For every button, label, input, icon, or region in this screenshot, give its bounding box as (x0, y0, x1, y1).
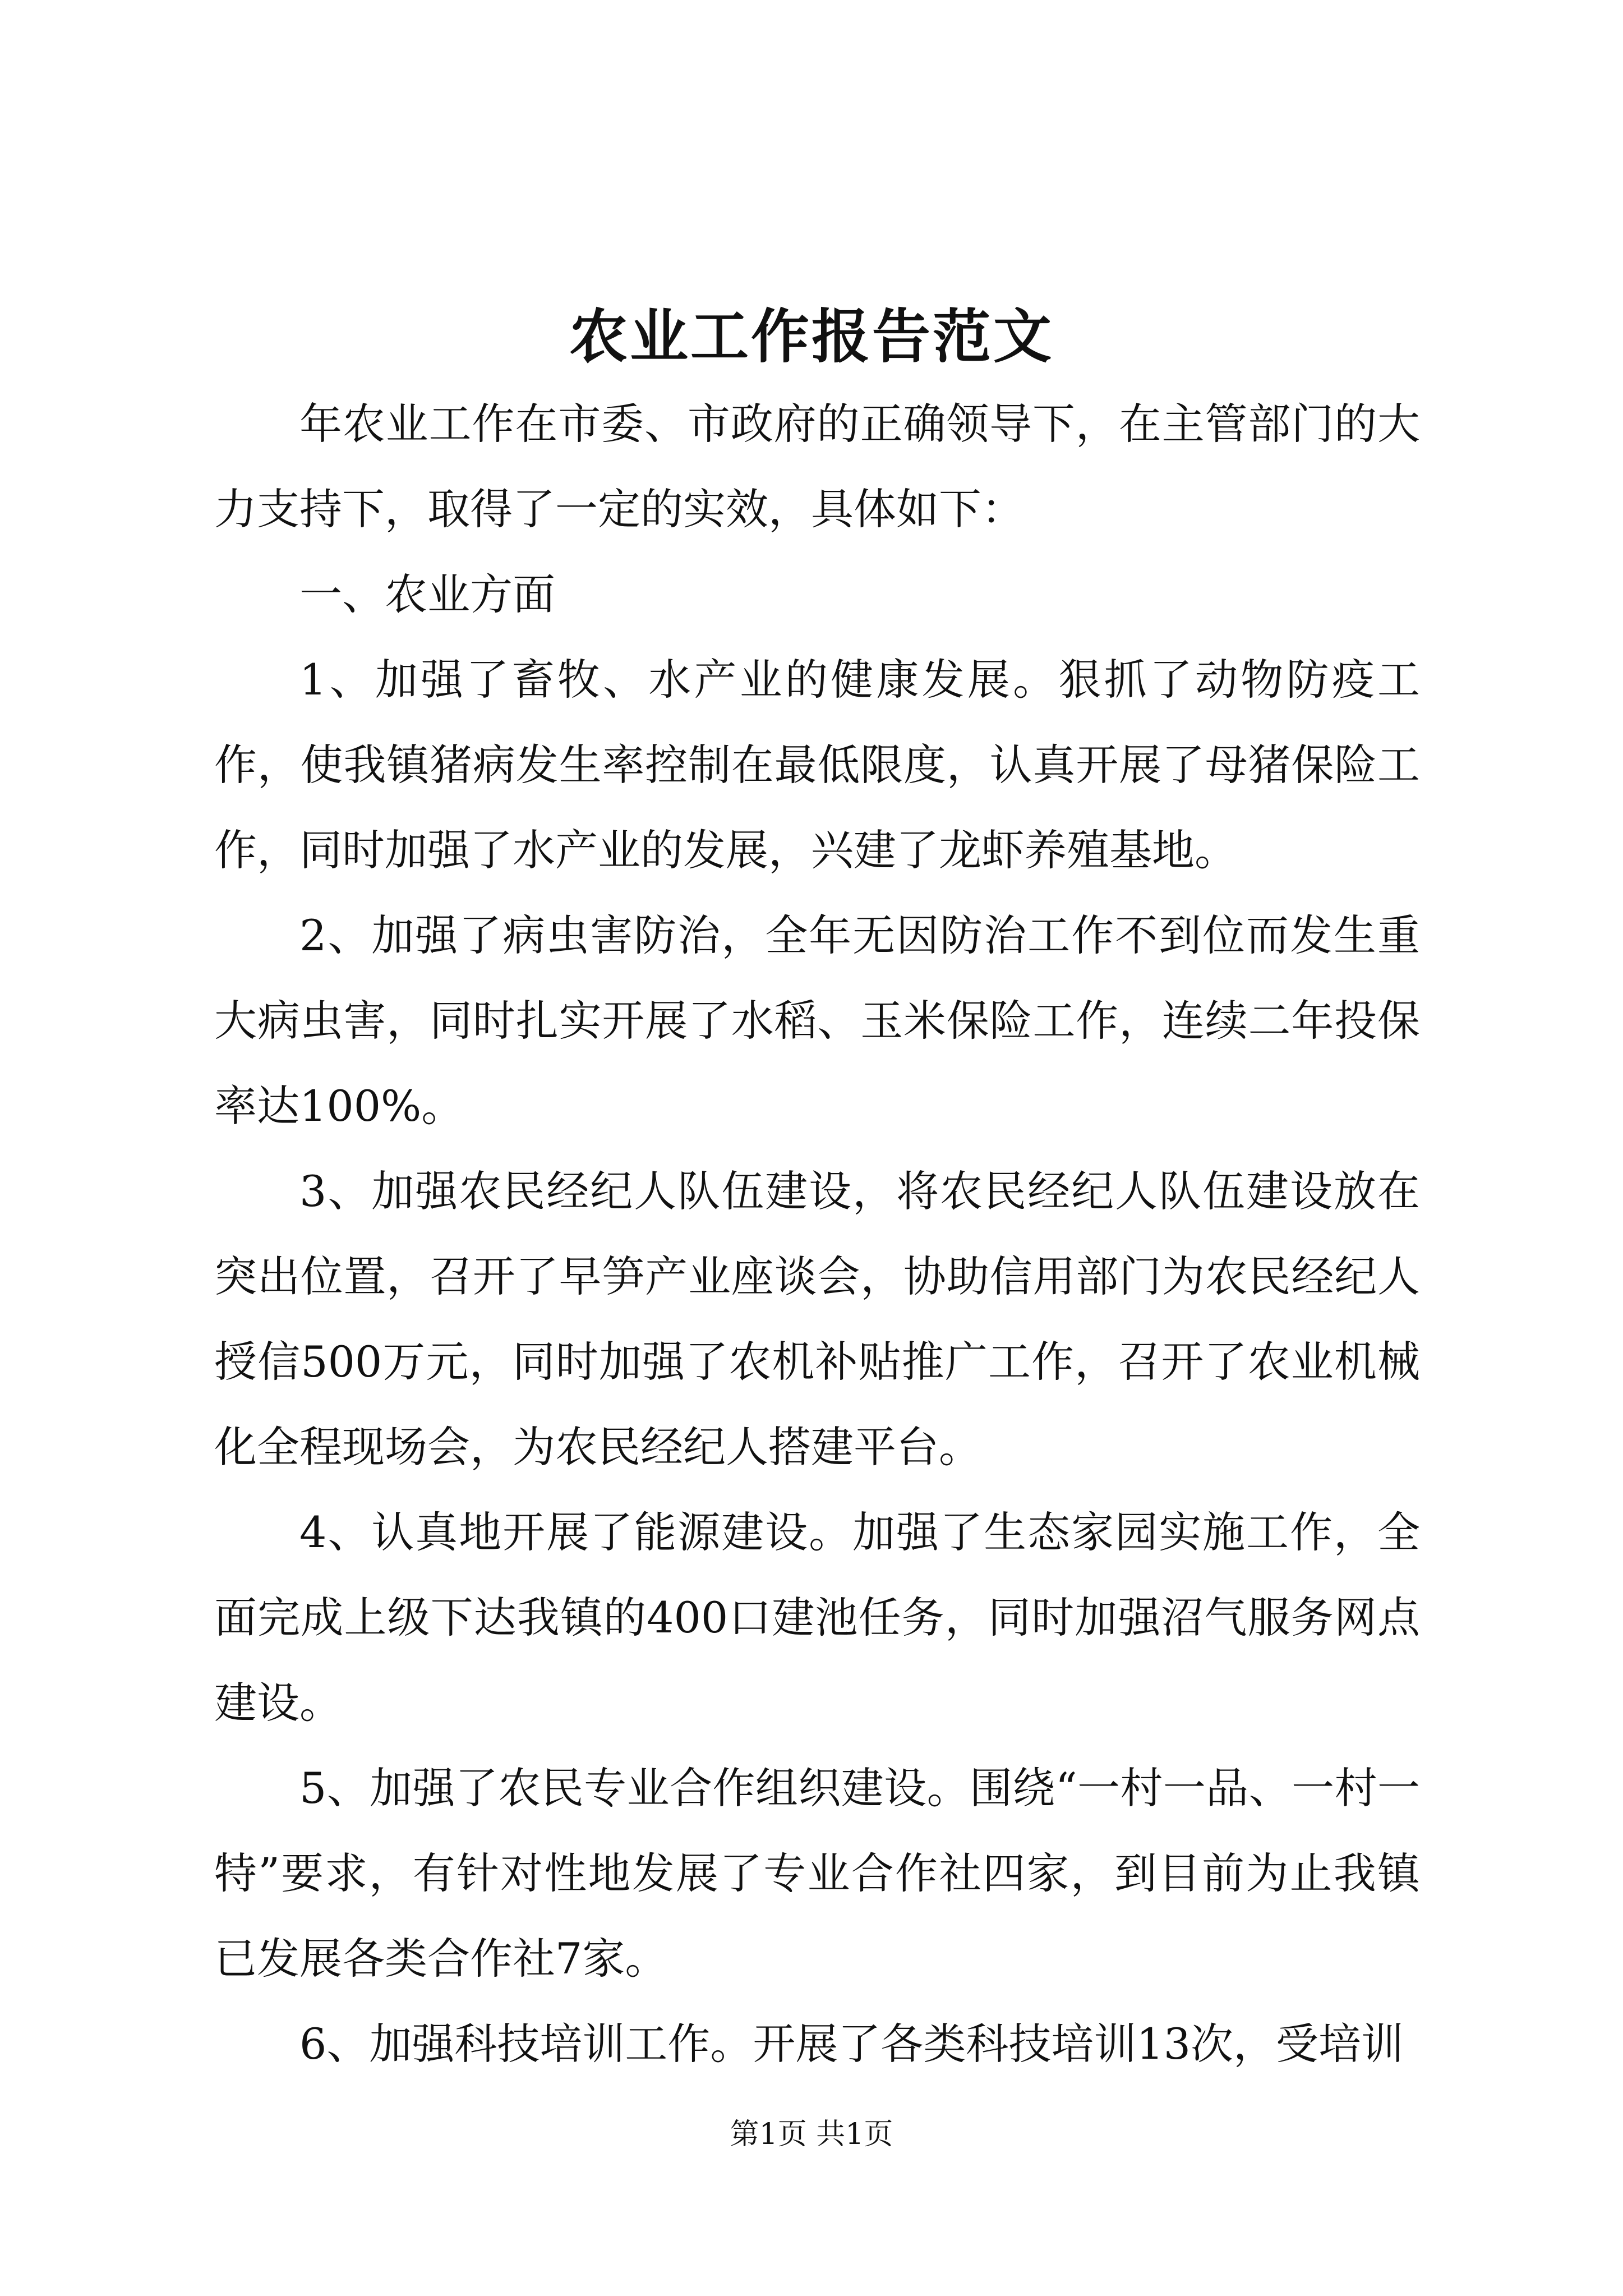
paragraph: 5、加强了农民专业合作组织建设。围绕“一村一品、一村一特”要求，有针对性地发展了专业合作社四家，到目前为止我镇已发展各类合作社7家。 (214, 1763, 1420, 1984)
section-heading: 一、农业方面 (299, 569, 555, 619)
page-number-footer: 第1页 共1页 (730, 2118, 893, 2151)
document-title: 农业工作报告范文 (569, 302, 1054, 371)
paragraph: 1、加强了畜牧、水产业的健康发展。狠抓了动物防疫工作，使我镇猪病发生率控制在最低限度，认真开展了母猪保险工作，同时加强了水产业的发展，兴建了龙虾养殖基地。 (214, 655, 1420, 875)
paragraph: 6、加强科技培训工作。开展了各类科技培训13次，受培训 (299, 2019, 1404, 2069)
paragraph: 年农业工作在市委、市政府的正确领导下，在主管部门的大力支持下，取得了一定的实效，具体如下： (214, 399, 1420, 534)
paragraph: 2、加强了病虫害防治，全年无因防治工作不到位而发生重大病虫害，同时扎实开展了水稻、玉米保险工作，连续二年投保率达100%。 (214, 910, 1420, 1131)
paragraph: 3、加强农民经纪人队伍建设，将农民经纪人队伍建设放在突出位置，召开了早笋产业座谈会，协助信用部门为农民经纪人授信500万元，同时加强了农机补贴推广工作，召开了农业机械化全程现场会，为农民经纪人搭建平台。 (214, 1166, 1420, 1472)
document-body (214, 381, 1420, 2087)
paragraph: 4、认真地开展了能源建设。加强了生态家园实施工作，全面完成上级下达我镇的400口建池任务，同时加强沼气服务网点建设。 (214, 1507, 1420, 1728)
